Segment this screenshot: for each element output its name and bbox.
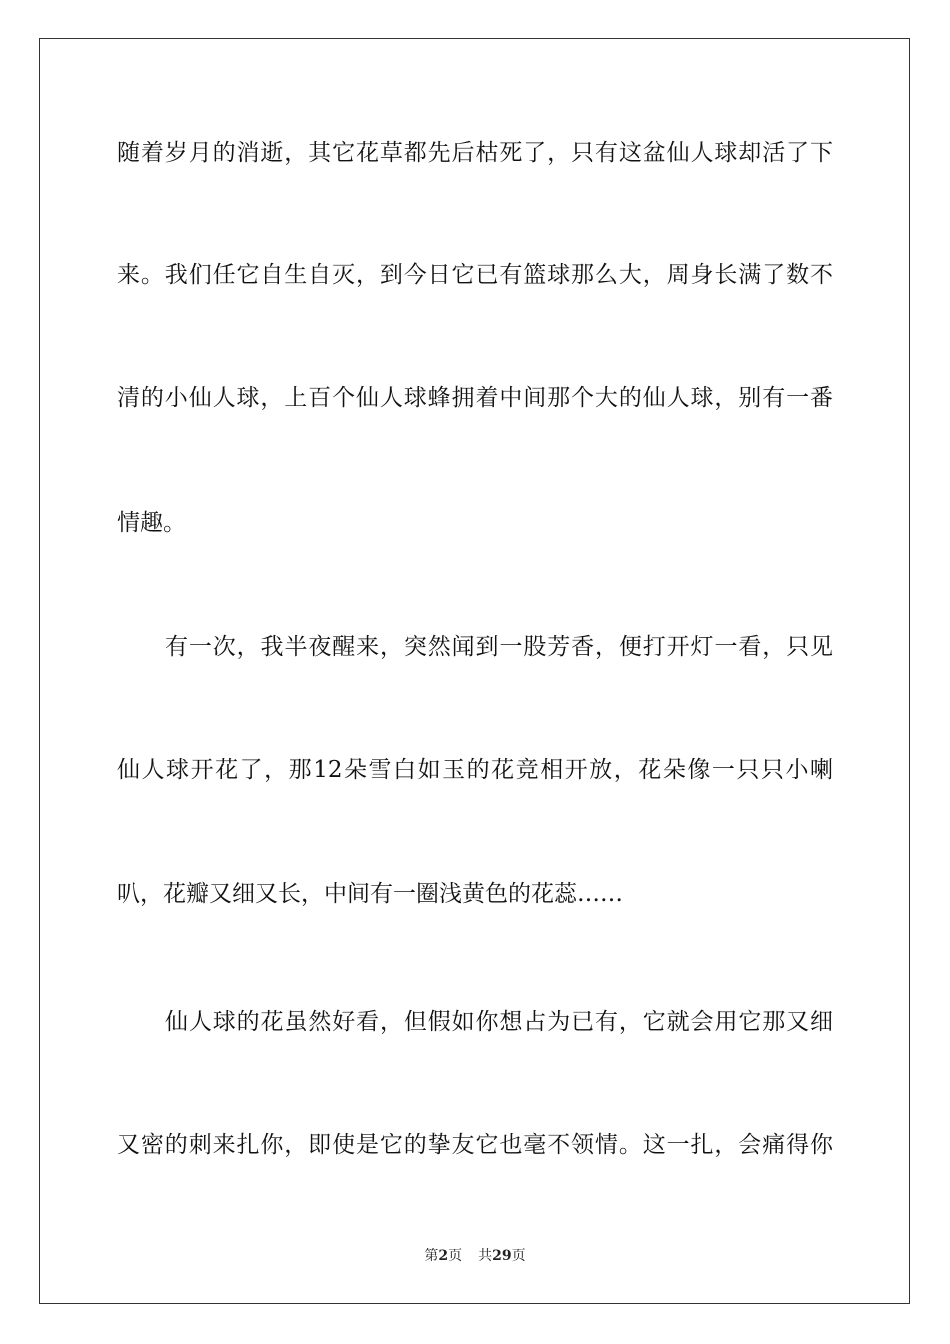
- page-border: [39, 38, 910, 1304]
- text-line-9: 又密的刺来扎你，即使是它的挚友它也毫不领情。这一扎，会痛得你: [117, 1132, 833, 1158]
- text-line-5: 有一次，我半夜醒来，突然闻到一股芳香，便打开灯一看，只见: [165, 634, 833, 660]
- total-pages: 29: [492, 1248, 512, 1264]
- text-line-8: 仙人球的花虽然好看，但假如你想占为已有，它就会用它那又细: [165, 1009, 833, 1035]
- total-prefix: 共: [478, 1248, 493, 1264]
- page-number: 2: [438, 1248, 449, 1264]
- text-line-3: 清的小仙人球，上百个仙人球蜂拥着中间那个大的仙人球，别有一番: [117, 385, 833, 411]
- text-line-4: 情趣。: [117, 510, 186, 536]
- text-line-6: 仙人球开花了，那12朵雪白如玉的花竞相开放，花朵像一只只小喇: [117, 757, 833, 783]
- page-suffix: 页: [448, 1248, 463, 1264]
- total-suffix: 页: [511, 1248, 526, 1264]
- page-footer: [0, 1247, 950, 1265]
- text-line-2: 来。我们任它自生自灭，到今日它已有篮球那么大，周身长满了数不: [117, 262, 833, 288]
- page-prefix: 第: [424, 1248, 439, 1264]
- text-line-1: 随着岁月的消逝，其它花草都先后枯死了，只有这盆仙人球却活了下: [117, 140, 833, 166]
- text-line-7: 叭，花瓣又细又长，中间有一圈浅黄色的花蕊……: [117, 881, 623, 907]
